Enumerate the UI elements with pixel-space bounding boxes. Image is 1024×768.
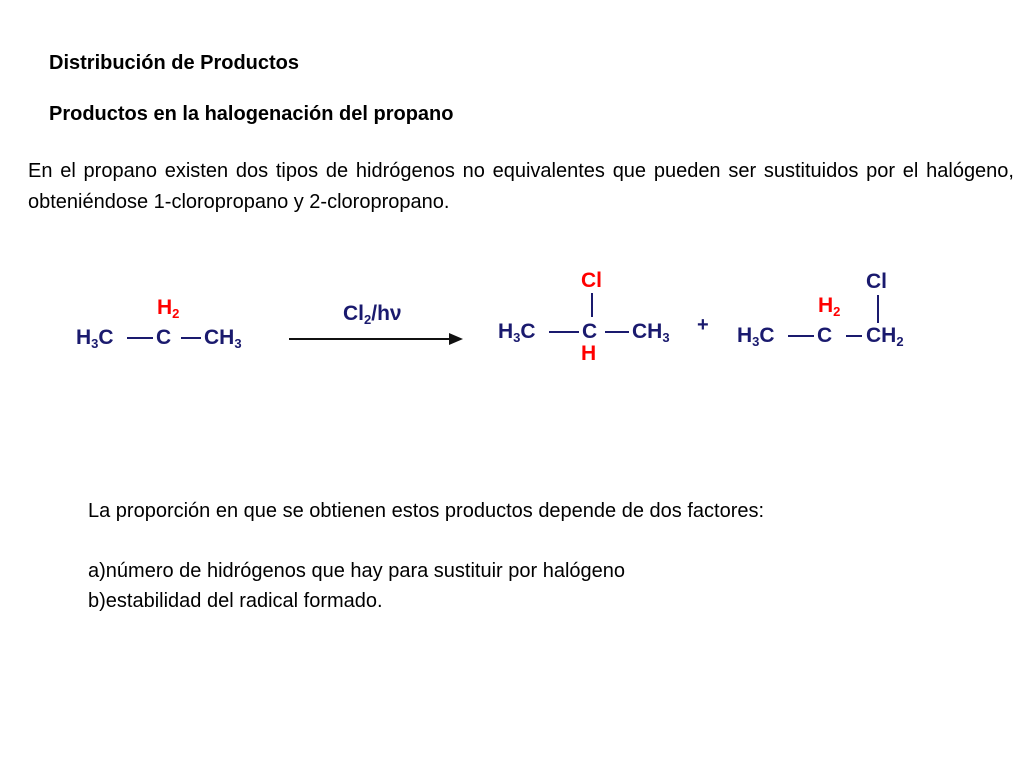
product1-cl-label: Cl bbox=[581, 269, 602, 292]
product2-bond-cl bbox=[877, 295, 879, 323]
slide-title: Distribución de Productos bbox=[49, 52, 300, 74]
product2-h2-label: $H_2$ bbox=[818, 294, 841, 319]
factors-intro: La proporción en que se obtienen estos productos depende de dos factores: bbox=[88, 500, 765, 522]
reaction-scheme bbox=[0, 255, 1024, 385]
product2-carbon: C bbox=[817, 324, 833, 347]
slide-subtitle: Productos en la halogenación del propano bbox=[49, 103, 454, 125]
product2-ch2-right: $CH_2$ bbox=[866, 324, 904, 349]
reactant-bond-2 bbox=[181, 337, 201, 339]
product1-bond-2 bbox=[605, 331, 629, 333]
product2-bond-1 bbox=[788, 335, 814, 337]
factor-b: b)estabilidad del radical formado. bbox=[88, 590, 383, 612]
intro-paragraph: En el propano existen dos tipos de hidrógenos no equivalentes que pueden ser sustituidos por el halógeno, obteniéndose 1-cloropropano y 2-cloropropano. bbox=[28, 160, 1014, 213]
reactant-ch2-carbon: C bbox=[156, 326, 172, 349]
product1-bond-cl bbox=[591, 293, 593, 317]
reaction-arrow-head bbox=[449, 333, 463, 345]
plus-sign: + bbox=[697, 314, 709, 336]
product2-bond-2 bbox=[846, 335, 862, 337]
product1-carbon: C bbox=[582, 320, 598, 343]
product1-bond-1 bbox=[549, 331, 579, 333]
reagent-label: $Cl_2/h\nu$ bbox=[343, 302, 402, 327]
reactant-ch3-left: $H_3C$ bbox=[76, 326, 114, 351]
reaction-arrow-line bbox=[289, 338, 449, 340]
reactant-bond-1 bbox=[127, 337, 153, 339]
product1-h-label: H bbox=[581, 342, 597, 365]
product1-ch3-left: $H_3C$ bbox=[498, 320, 536, 345]
product2-cl-label: Cl bbox=[866, 270, 887, 293]
reactant-ch3-right: $CH_3$ bbox=[204, 326, 242, 351]
product2-ch3-left: $H_3C$ bbox=[737, 324, 775, 349]
reactant-h2-label: $H_2$ bbox=[157, 296, 180, 321]
factors-block bbox=[88, 496, 764, 616]
product1-ch3-right: $CH_3$ bbox=[632, 320, 670, 345]
factor-a: a)número de hidrógenos que hay para sustituir por halógeno bbox=[88, 560, 626, 582]
